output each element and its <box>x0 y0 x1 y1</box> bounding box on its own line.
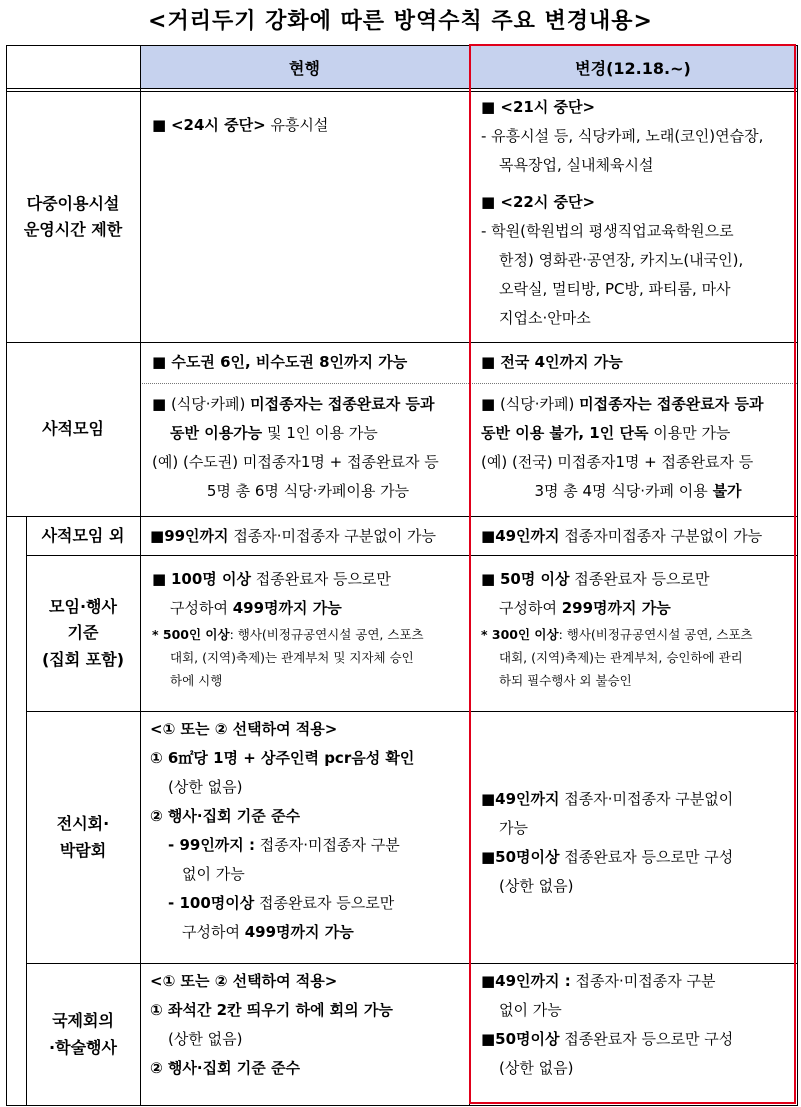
bullet: ■ <box>481 527 496 545</box>
gathering-current <box>152 565 464 692</box>
category-private-gathering: 사적모임 <box>42 419 104 439</box>
category-line: 기준 <box>67 623 99 643</box>
category-line: 박람회 <box>59 840 107 860</box>
exhibition-current <box>150 715 466 947</box>
note-bold: * 500인 이상 <box>152 627 230 642</box>
row-divider-5 <box>26 963 798 964</box>
comparison-table <box>6 45 798 1107</box>
category-exhibition <box>26 712 140 963</box>
note-text: 하되 필수행사 외 불승인 <box>499 673 632 688</box>
cutoff-22-line: 오락실, 멀티방, PC방, 파티룸, 마사 <box>499 280 731 298</box>
row-divider-4 <box>26 711 798 712</box>
cutoff-21-line: - 유흥시설 등, 식당카페, 노래(코인)연습장, <box>481 127 764 145</box>
option-1-note: (상한 없음) <box>168 778 243 796</box>
category-line: 전시회· <box>56 814 110 834</box>
text-bold: 499명까지 가능 <box>232 599 342 617</box>
text: 접종자·미접종자 구분 <box>255 836 400 854</box>
text-bold: ■49인까지 : <box>481 972 571 990</box>
private-current-limit: ■ 수도권 6인, 비수도권 8인까지 가능 <box>152 353 408 371</box>
option-head: <① 또는 ② 선택하여 적용> <box>150 720 338 738</box>
outside-current <box>150 522 466 551</box>
category-line: 운영시간 제한 <box>23 220 123 239</box>
table-border-right <box>797 45 798 1106</box>
text: 접종자·미접종자 구분 <box>570 972 716 990</box>
text-bold: 100명 이상 <box>170 570 251 588</box>
text-bold: 499명까지 가능 <box>244 923 354 941</box>
text-bold: 미접종자는 접종완료자 등과 <box>250 395 435 413</box>
text-bold: 동반 이용가능 <box>170 424 263 442</box>
note-bold: * 300인 이상 <box>481 627 559 642</box>
exhibition-changed <box>481 785 795 901</box>
text: 접종자·미접종자 구분없이 <box>559 790 734 808</box>
document-title: <거리두기 강화에 따른 방역수칙 주요 변경내용> <box>148 9 653 34</box>
text: 및 1인 이용 가능 <box>262 424 378 442</box>
text-bold: 50명 이상 <box>499 570 570 588</box>
category-conference <box>26 964 140 1105</box>
example-line: (예) (수도권) 미접종자1명 + 접종완료자 등 <box>152 453 439 471</box>
category-line: (집회 포함) <box>41 649 125 669</box>
text: 가능 <box>499 819 528 837</box>
text: 구성하여 <box>170 599 233 617</box>
text-bold: 49인까지 <box>495 527 560 545</box>
cutoff-22-line: 한정) 영화관·공연장, 카지노(내국인), <box>499 251 744 269</box>
gathering-changed <box>481 565 795 692</box>
text-bold: - 100명이상 <box>168 894 255 912</box>
note-text: 대회, (지역)축제)는 관계부처 및 지자체 승인 <box>170 650 414 665</box>
text: 접종완료자 등으로만 <box>569 570 710 588</box>
category-column-divider <box>140 45 141 1106</box>
note-text: 대회, (지역)축제)는 관계부처, 승인하에 관리 <box>499 650 743 665</box>
cutoff-22-line: 지업소·안마소 <box>499 309 591 327</box>
private-current-detail <box>152 390 464 506</box>
header-changed: 변경(12.18.~) <box>575 58 691 78</box>
conference-current <box>150 967 466 1083</box>
category-outside-private: 사적모임 외 <box>41 525 125 545</box>
text: 3명 총 4명 식당·카페 이용 <box>534 482 713 500</box>
text-bold: 299명까지 가능 <box>561 599 671 617</box>
example-line: 5명 총 6명 식당·카페이용 가능 <box>206 482 410 500</box>
text-bold: 동반 이용 불가, 1인 단독 <box>481 424 649 442</box>
text: 접종완료자 등으로만 <box>250 570 391 588</box>
bullet: ■ <box>152 570 171 588</box>
note-text: : 행사(비정규공연시설 공연, 스포츠 <box>229 627 424 642</box>
text: 이용만 가능 <box>648 424 731 442</box>
cutoff-22-head: ■ <22시 중단> <box>481 193 596 211</box>
business-hours-changed <box>481 93 793 333</box>
bullet: ■ <box>150 527 165 545</box>
category-line: ·학술행사 <box>49 1037 117 1057</box>
option-2: ② 행사·집회 기준 준수 <box>150 807 300 825</box>
facility-text: 유흥시설 <box>265 116 329 134</box>
note-text: 하에 시행 <box>170 673 223 688</box>
bullet: ■ <box>152 116 171 134</box>
text: 없이 가능 <box>182 865 245 883</box>
text: 접종완료자 등으로만 구성 <box>559 848 734 866</box>
text: 접종완료자 등으로만 구성 <box>559 1030 734 1048</box>
conference-changed <box>481 967 795 1083</box>
text: 접종자·미접종자 구분없이 가능 <box>228 527 436 545</box>
text: (상한 없음) <box>499 877 574 895</box>
note-text: : 행사(비정규공연시설 공연, 스포츠 <box>558 627 753 642</box>
text-bold: 미접종자는 접종완료자 등과 <box>579 395 764 413</box>
example-line: (예) (전국) 미접종자1명 + 접종완료자 등 <box>481 453 754 471</box>
column-divider <box>469 45 470 1106</box>
table-border-bottom <box>6 1105 798 1106</box>
text-bold: ■49인까지 <box>481 790 560 808</box>
cutoff-label: <24시 중단> <box>170 116 266 134</box>
bullet: ■ <box>481 570 500 588</box>
text: ■ (식당·카페) <box>152 395 251 413</box>
text-bold: ■50명이상 <box>481 848 560 866</box>
text-bold: ■50명이상 <box>481 1030 560 1048</box>
option-2: ② 행사·집회 기준 준수 <box>150 1059 300 1077</box>
text-bold: - 99인까지 : <box>168 836 256 854</box>
category-gathering-events <box>26 556 140 711</box>
text: 구성하여 <box>182 923 245 941</box>
text: 없이 가능 <box>499 1001 562 1019</box>
header-current: 현행 <box>289 58 320 78</box>
business-hours-current <box>152 111 462 140</box>
category-business-hours <box>6 92 140 342</box>
text-bold: 99인까지 <box>164 527 229 545</box>
text: ■ (식당·카페) <box>481 395 580 413</box>
category-line: 국제회의 <box>52 1011 114 1031</box>
text: (상한 없음) <box>499 1059 574 1077</box>
private-changed-detail <box>481 390 795 506</box>
row-divider-3 <box>26 555 798 556</box>
option-1-note: (상한 없음) <box>168 1030 243 1048</box>
text: 구성하여 <box>499 599 562 617</box>
category-line: 다중이용시설 <box>26 193 120 213</box>
private-changed-limit: ■ 전국 4인까지 가능 <box>481 353 623 371</box>
text: 접종완료자 등으로만 <box>254 894 395 912</box>
outside-changed <box>481 522 795 551</box>
option-1: ① 좌석간 2칸 띄우기 하에 회의 가능 <box>150 1001 393 1019</box>
option-1: ① 6㎡당 1명 + 상주인력 pcr음성 확인 <box>150 749 415 767</box>
cutoff-21-line: 목욕장업, 실내체육시설 <box>499 156 654 174</box>
cutoff-22-line: - 학원(학원법의 평생직업교육학원으로 <box>481 222 734 240</box>
cutoff-21-head: ■ <21시 중단> <box>481 98 596 116</box>
text: 접종자미접종자 구분없이 가능 <box>559 527 763 545</box>
category-line: 모임·행사 <box>49 596 117 616</box>
option-head: <① 또는 ② 선택하여 적용> <box>150 972 338 990</box>
text-bold: 불가 <box>712 482 742 500</box>
